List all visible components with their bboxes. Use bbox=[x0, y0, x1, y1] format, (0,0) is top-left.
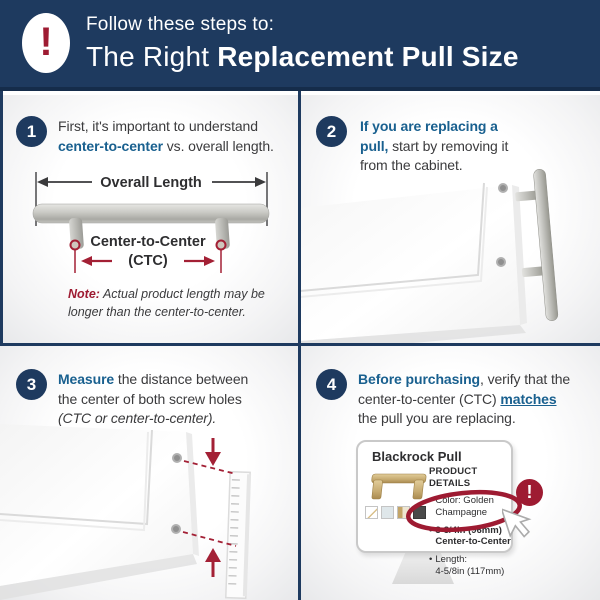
pull-bar bbox=[533, 169, 558, 321]
page-title bbox=[86, 41, 519, 73]
text-segment: start by removing it from the cabinet. bbox=[360, 137, 509, 174]
cabinet-door-illustration bbox=[300, 163, 600, 343]
thumbnail[interactable] bbox=[381, 506, 394, 519]
step-number-badge bbox=[316, 369, 347, 400]
bullet-icon: • bbox=[429, 524, 433, 536]
text-segment: the pull you are replacing. bbox=[358, 410, 516, 427]
text-segment-emphasis: Before purchasing bbox=[358, 371, 480, 387]
product-bullet-length bbox=[429, 554, 511, 578]
thumbnail[interactable] bbox=[365, 506, 378, 519]
screw-hole-center bbox=[498, 259, 504, 265]
step-number: 2 bbox=[326, 121, 337, 141]
header-text bbox=[86, 14, 519, 73]
arrowhead-right bbox=[255, 177, 266, 187]
step-number: 4 bbox=[326, 374, 337, 394]
bullet-line: Center-to-Center bbox=[435, 536, 511, 548]
title-bold: Replacement Pull Size bbox=[217, 41, 519, 72]
bullet-line: Color: Golden bbox=[435, 494, 494, 506]
title-regular: The Right bbox=[86, 41, 210, 72]
alert-icon bbox=[516, 479, 543, 506]
bullet-line: Champagne bbox=[435, 506, 488, 518]
ctc-arrowhead-left bbox=[81, 256, 92, 266]
step-text bbox=[358, 370, 576, 429]
bar-pull bbox=[33, 204, 269, 223]
overall-length-label: Overall Length bbox=[100, 175, 202, 191]
bullet-line: Length: bbox=[435, 554, 468, 566]
step-1-panel bbox=[0, 95, 300, 343]
alert-icon bbox=[22, 13, 70, 73]
measure-arrowhead-up bbox=[205, 548, 221, 562]
note-text bbox=[68, 285, 273, 321]
ctc-label: (CTC) bbox=[128, 253, 168, 269]
text-segment: the distance between the center of both screw holes bbox=[58, 371, 249, 407]
text-segment-underline: matches bbox=[500, 390, 557, 407]
screw-center-mark bbox=[217, 241, 226, 250]
header bbox=[0, 0, 600, 91]
text-segment: , verify that the center-to-center (CTC) bbox=[358, 371, 571, 407]
measuring-illustration bbox=[0, 414, 300, 600]
header-intro: Follow these steps to: bbox=[86, 14, 275, 35]
text-segment-emphasis: center-to-center bbox=[58, 137, 163, 154]
ruler bbox=[226, 472, 251, 599]
screw-hole-center bbox=[500, 185, 506, 191]
frame-border-left bbox=[0, 91, 3, 343]
cursor-icon bbox=[502, 503, 536, 543]
text-segment-emphasis: Measure bbox=[58, 371, 115, 387]
bullet-icon: • bbox=[429, 494, 433, 506]
step-number: 1 bbox=[26, 121, 37, 141]
note-label: Note: bbox=[68, 287, 100, 301]
arrowhead-left bbox=[37, 177, 48, 187]
door-face bbox=[300, 185, 520, 341]
step-text bbox=[58, 117, 290, 156]
text-segment-italic: (CTC or center-to-center). bbox=[58, 410, 217, 427]
text-segment: vs. overall length. bbox=[162, 137, 274, 154]
step-3-panel bbox=[0, 346, 300, 600]
step-number-badge bbox=[16, 369, 47, 400]
step-number: 3 bbox=[26, 374, 37, 394]
bullet-line: 3-3/4in (96mm) bbox=[435, 524, 502, 536]
alert-glyph: ! bbox=[39, 20, 53, 64]
step-2-panel bbox=[300, 95, 600, 343]
text-segment: First, it's important to understand bbox=[58, 118, 258, 134]
panel-divider-horizontal bbox=[0, 343, 600, 346]
measure-arrowhead-down bbox=[205, 452, 221, 466]
step-number-badge bbox=[16, 116, 47, 147]
ctc-label: Center-to-Center bbox=[90, 234, 206, 250]
screw-hole-center bbox=[174, 455, 180, 461]
ctc-arrowhead-right bbox=[204, 256, 215, 266]
pull-diagram bbox=[0, 160, 300, 285]
bullet-icon: • bbox=[429, 554, 433, 566]
note-body: Actual product length may be longer than the center-to-center. bbox=[68, 287, 265, 320]
step-4-panel bbox=[300, 346, 600, 600]
screw-center-mark bbox=[71, 241, 80, 250]
bullet-line: 4-5/8in (117mm) bbox=[435, 566, 505, 578]
screw-hole-center bbox=[173, 526, 179, 532]
product-title: Blackrock Pull bbox=[372, 449, 462, 464]
text-segment-emphasis: If you are replacing a pull, bbox=[360, 118, 498, 154]
step-number-badge bbox=[316, 116, 347, 147]
alert-glyph: ! bbox=[526, 482, 533, 502]
product-details-heading: PRODUCT DETAILS bbox=[429, 466, 478, 489]
